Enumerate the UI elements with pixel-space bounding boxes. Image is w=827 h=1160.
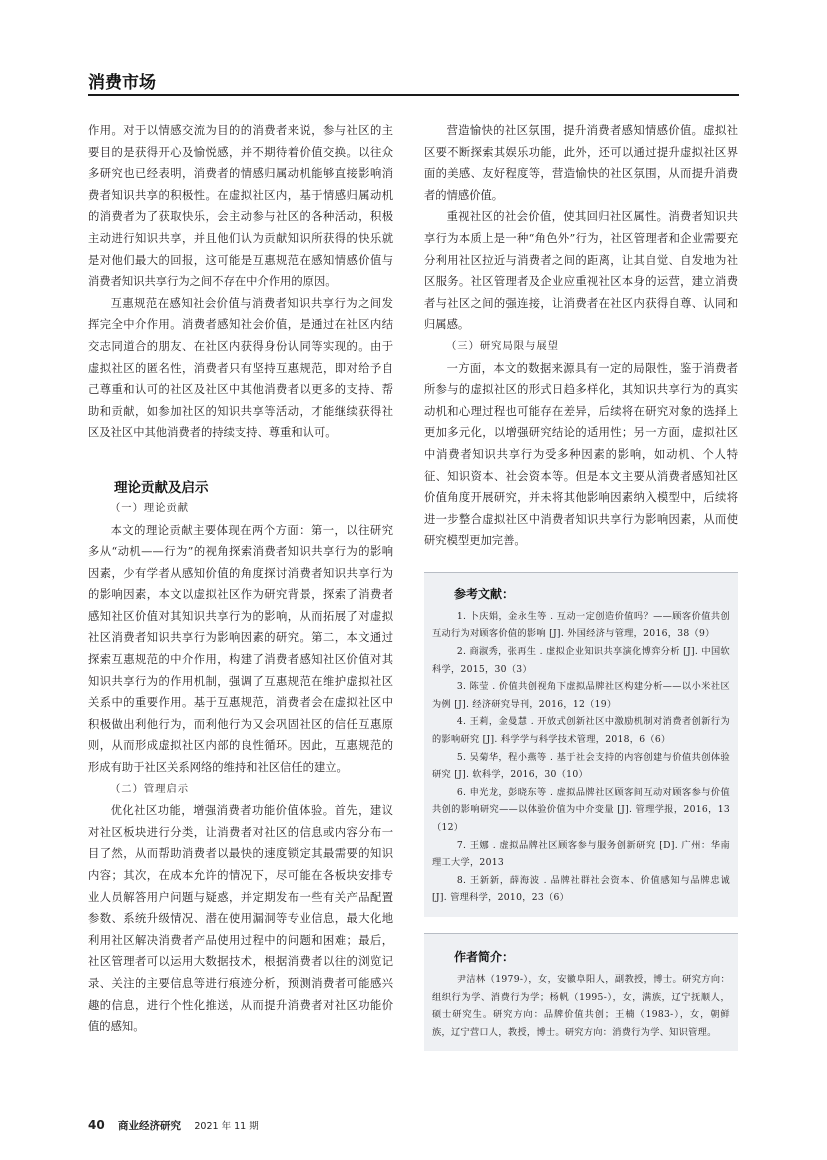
author-title: 作者简介： <box>454 949 515 964</box>
subsection-heading: （二）管理启示 <box>110 782 190 795</box>
body-paragraph: 互惠规范在感知社会价值与消费者知识共享行为之间发挥完全中介作用。消费者感知社会价值，是通过在社区内结交志同道合的朋友、在社区内获得身份认同等实现的。由于虚拟社区的匿名性，消费者只有坚持互惠规范，即对给予自己尊重和认可的社区及社区中其他消费者以更多的支持、帮助和贡献，如参加社区的知识共享等活动，才能继续获得社区及社区中其他消费者的持续支持、尊重和认可。 <box>88 296 393 440</box>
page-number: 40 <box>88 1118 105 1132</box>
reference-item: 5. 吴菊华，程小燕等 . 基于社会支持的内容创建与价值共创体验研究 [J]. 软科学，2016，30（10） <box>432 751 730 781</box>
references-title: 参考文献： <box>454 586 515 601</box>
body-paragraph: 优化社区功能，增强消费者功能价值体验。首先，建议对社区板块进行分类，让消费者对社区的信息或内容分布一目了然，从而帮助消费者以最快的速度锁定其最需要的知识内容；其次，在成本允许的情况下，尽可能在各板块安排专业人员解答用户问题与疑惑，并定期发布一些有关产品配置参数、系统升级情况、潜在使用漏洞等专业信息，最大化地利用社区解决消费者产品使用过程中的问题和困难；最后，社区管理者可以运用大数据技术，根据消费者以往的浏览记录、关注的主要信息等进行痕迹分析，预测消费者可能感兴趣的信息，进行个性化推送，从而提升消费者对社区功能价值的感知。 <box>88 804 393 1034</box>
reference-item: 3. 陈莹 . 价值共创视角下虚拟品牌社区构建分析——以小米社区为例 [J]. 经济研究导刊，2016，12（19） <box>432 681 730 710</box>
journal-name: 商业经济研究 <box>118 1120 182 1132</box>
header-rule <box>88 94 739 96</box>
body-paragraph: 营造愉快的社区氛围，提升消费者感知情感价值。虚拟社区要不断探索其娱乐功能，此外，还可以通过提升虚拟社区界面的美感、友好程度等，营造愉快的社区氛围，从而提升消费者的情感价值。 <box>424 124 738 202</box>
subsection-heading: （三）研究局限与展望 <box>446 339 559 352</box>
reference-item: 4. 王莉，金曼慧 . 开放式创新社区中激励机制对消费者创新行为的影响研究 [J]. 科学学与科学技术管理，2018，6（6） <box>432 716 730 746</box>
right-column <box>424 120 738 1051</box>
subsection-heading: （一）理论贡献 <box>110 501 190 514</box>
section-title: 消费市场 <box>88 73 156 93</box>
left-column <box>88 120 393 1038</box>
author-bio: 尹洁林（1979-），女，安徽阜阳人，副教授，博士。研究方向：组织行为学、消费行为学；杨帆（1995-），女，满族，辽宁抚顺人，硕士研究生。研究方向：品牌价值共创；王楠（1983-），女，朝鲜族，辽宁营口人，教授，博士。研究方向：消费行为学、知识管理。 <box>432 973 730 1038</box>
reference-item: 6. 申光龙，彭晓东等 . 虚拟品牌社区顾客间互动对顾客参与价值共创的影响研究——以体验价值为中介变量 [J]. 管理学报，2016，13（12） <box>432 786 730 833</box>
body-paragraph: 一方面，本文的数据来源具有一定的局限性，鉴于消费者所参与的虚拟社区的形式日趋多样化，其知识共享行为的真实动机和心理过程也可能存在差异，后续将在研究对象的选择上更加多元化，以增强研究结论的适用性；另一方面，虚拟社区中消费者知识共享行为受多种因素的影响，如动机、个人特征、知识资本、社会资本等。但是本文主要从消费者感知社区价值角度开展研究，并未将其他影响因素纳入模型中，后续将进一步整合虚拟社区中消费者知识共享行为影响因素，从而使研究模型更加完善。 <box>424 361 738 548</box>
body-paragraph: 本文的理论贡献主要体现在两个方面：第一，以往研究多从“动机——行为”的视角探索消费者知识共享行为的影响因素，少有学者从感知价值的角度探讨消费者知识共享行为的影响因素，本文以虚拟社区作为研究背景，探索了消费者感知社区价值对其知识共享行为的影响，从而拓展了对虚拟社区消费者知识共享行为影响因素的研究。第二，本文通过探索互惠规范的中介作用，构建了消费者感知社区价值对其知识共享行为的作用机制，强调了互惠规范在维护虚拟社区关系中的重要作用。基于互惠规范，消费者会在虚拟社区中积极做出利他行为，而利他行为又会巩固社区的信任互惠原则，从而形成虚拟社区内部的良性循环。因此，互惠规范的形成有助于社区关系网络的维持和社区信任的建立。 <box>88 523 393 775</box>
page-footer <box>88 1118 259 1133</box>
reference-item: 2. 商淑秀，张再生 . 虚拟企业知识共享演化博弈分析 [J]. 中国软科学，2015，30（3） <box>432 646 730 675</box>
references-box <box>424 572 738 917</box>
author-box <box>424 933 738 1051</box>
body-paragraph: 作用。对于以情感交流为目的的消费者来说，参与社区的主要目的是获得开心及愉悦感，并不期待着价值交换。以往众多研究也已经表明，消费者的情感归属动机能够直接影响消费者知识共享的积极性。在虚拟社区内，基于情感归属动机的消费者为了获取快乐，会主动参与社区的各种活动，积极主动进行知识共享，并且他们认为贡献知识所获得的快乐就是对他们最大的回报，这可能是互惠规范在感知情感价值与消费者知识共享行为之间不存在中介作用的原因。 <box>88 124 393 289</box>
section-heading: 理论贡献及启示 <box>114 479 209 496</box>
issue-date: 2021 年 11 期 <box>194 1121 259 1132</box>
reference-item: 7. 王娜 . 虚拟品牌社区顾客参与服务创新研究 [D]. 广州：华南理工大学，2013 <box>432 839 730 869</box>
body-paragraph: 重视社区的社会价值，使其回归社区属性。消费者知识共享行为本质上是一种“角色外”行为，社区管理者和企业需要充分利用社区拉近与消费者之间的距离，让其自觉、自发地为社区服务。社区管理者及企业应重视社区本身的运营，建立消费者与社区之间的强连接，让消费者在社区内获得自尊、认同和归属感。 <box>424 210 738 332</box>
reference-item: 8. 王新新，薛海波 . 品牌社群社会资本、价值感知与品牌忠诚 [J]. 管理科学，2010，23（6） <box>432 874 730 904</box>
reference-item: 1. 卜庆娟，金永生等 . 互动一定创造价值吗？——顾客价值共创互动行为对顾客价值的影响 [J]. 外国经济与管理，2016，38（9） <box>432 610 730 640</box>
